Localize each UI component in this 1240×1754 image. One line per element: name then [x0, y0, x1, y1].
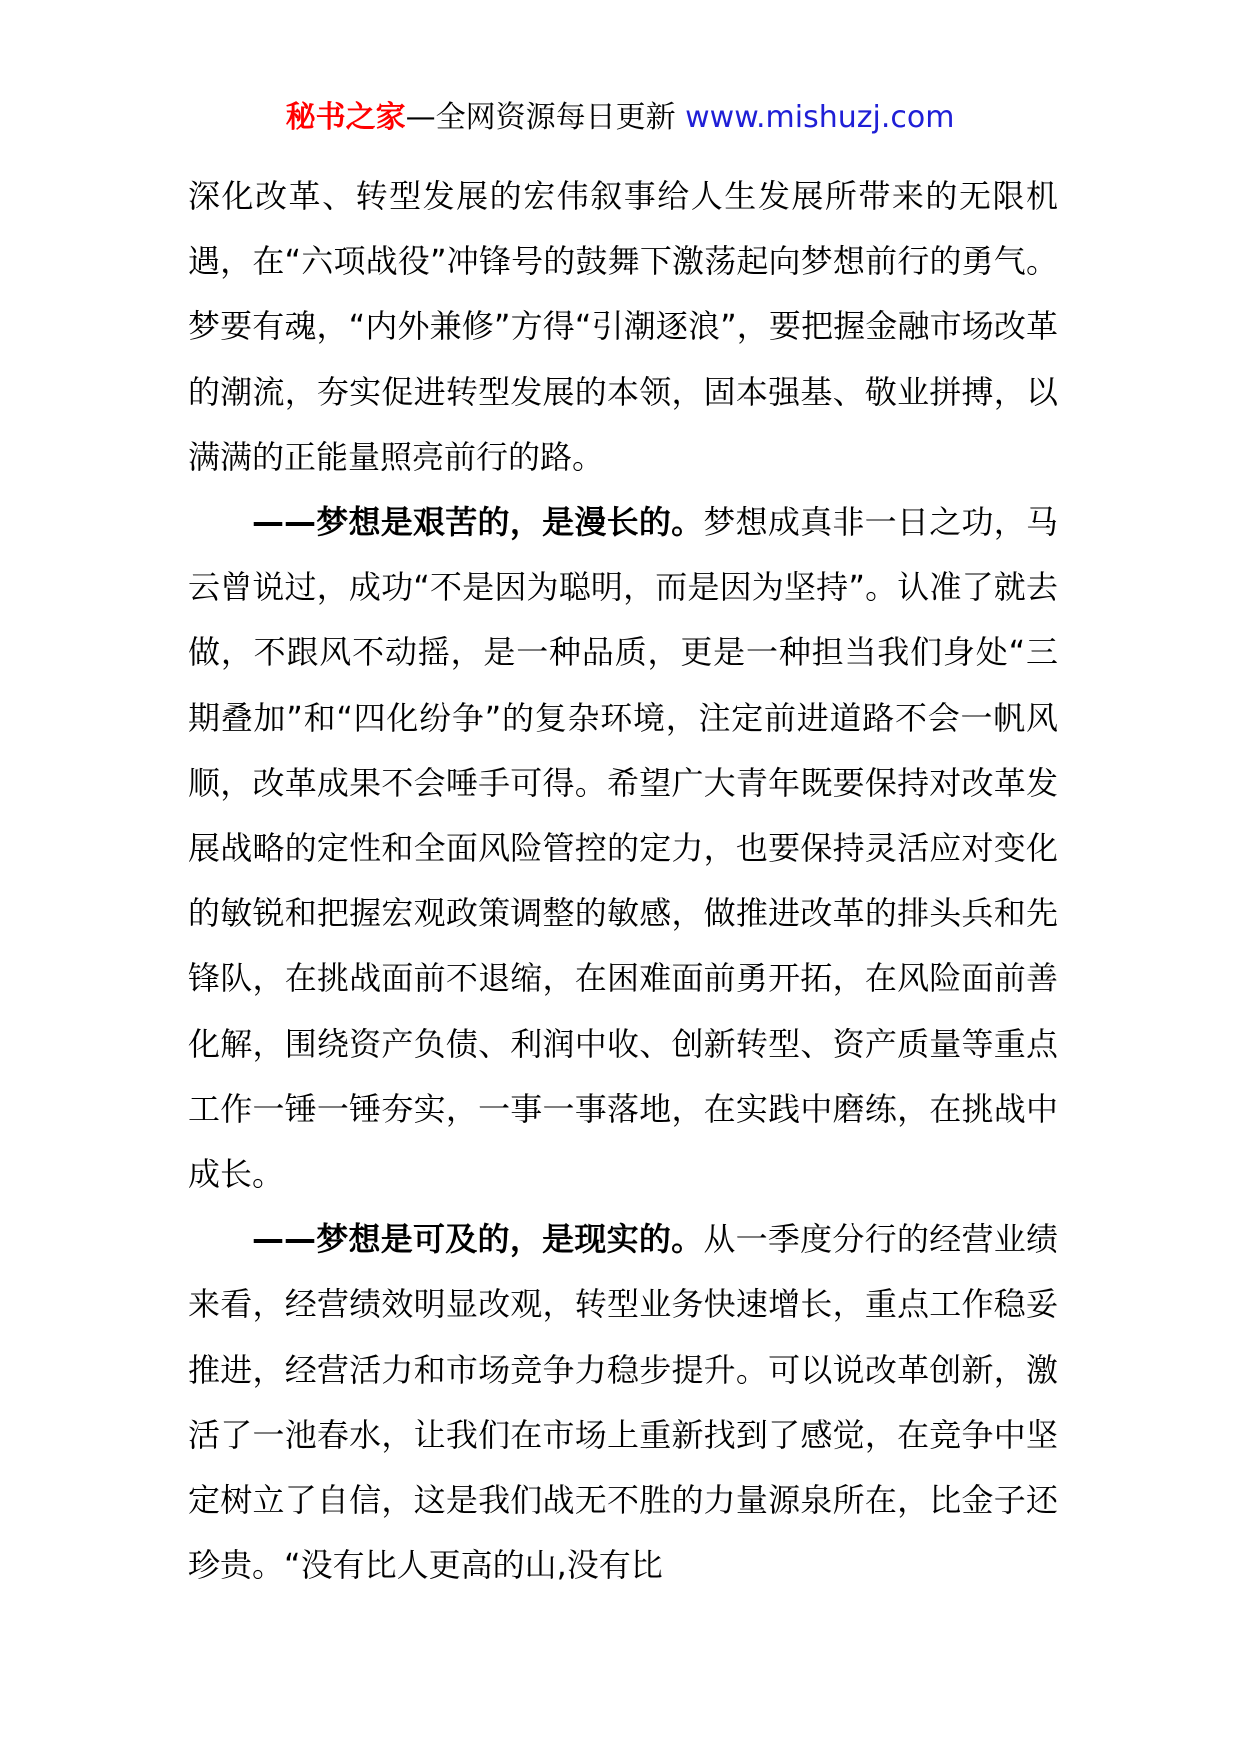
paragraph-text: 从一季度分行的经营业绩来看，经营绩效明显改观，转型业务快速增长，重点工作稳妥推进，经营活力和市场竞争力稳步提升。可以说改革创新，激活了一池春水，让我们在市场上重新找到了感觉，在竞争中坚定树立了自信，这是我们战无不胜的力量源泉所在，比金子还珍贵。“没有比人更高的山,没有比 [188, 1220, 1058, 1585]
brand-name: 秘书之家 [285, 100, 406, 135]
paragraph-2 [188, 490, 1058, 1207]
site-url-link[interactable]: www.mishuzj.com [685, 100, 955, 135]
paragraph-1 [188, 164, 1058, 490]
paragraph-3 [188, 1207, 1058, 1598]
paragraph-text: 梦想成真非一日之功，马云曾说过，成功“不是因为聪明，而是因为坚持”。认准了就去做，不跟风不动摇，是一种品质，更是一种担当我们身处“三期叠加”和“四化纷争”的复杂环境，注定前进道路不会一帆风顺，改革成果不会唾手可得。希望广大青年既要保持对改革发展战略的定性和全面风险管控的定力，也要保持灵活应对变化的敏锐和把握宏观政策调整的敏感，做推进改革的排头兵和先锋队，在挑战面前不退缩，在困难面前勇开拓，在风险面前善化解，围绕资产负债、利润中收、创新转型、资产质量等重点工作一锤一锤夯实，一事一事落地，在实践中磨练，在挑战中成长。 [188, 503, 1058, 1194]
paragraph-text: 深化改革、转型发展的宏伟叙事给人生发展所带来的无限机遇，在“六项战役”冲锋号的鼓舞下激荡起向梦想前行的勇气。梦要有魂，“内外兼修”方得“引潮逐浪”，要把握金融市场改革的潮流，夯实促进转型发展的本领，固本强基、敬业拼搏，以满满的正能量照亮前行的路。 [188, 177, 1058, 476]
document-body [188, 164, 1058, 1598]
paragraph-lead: ——梦想是艰苦的，是漫长的。 [252, 503, 704, 542]
header-tagline: —全网资源每日更新 [405, 100, 686, 135]
site-header [0, 98, 1240, 138]
paragraph-lead: ——梦想是可及的，是现实的。 [252, 1220, 704, 1259]
